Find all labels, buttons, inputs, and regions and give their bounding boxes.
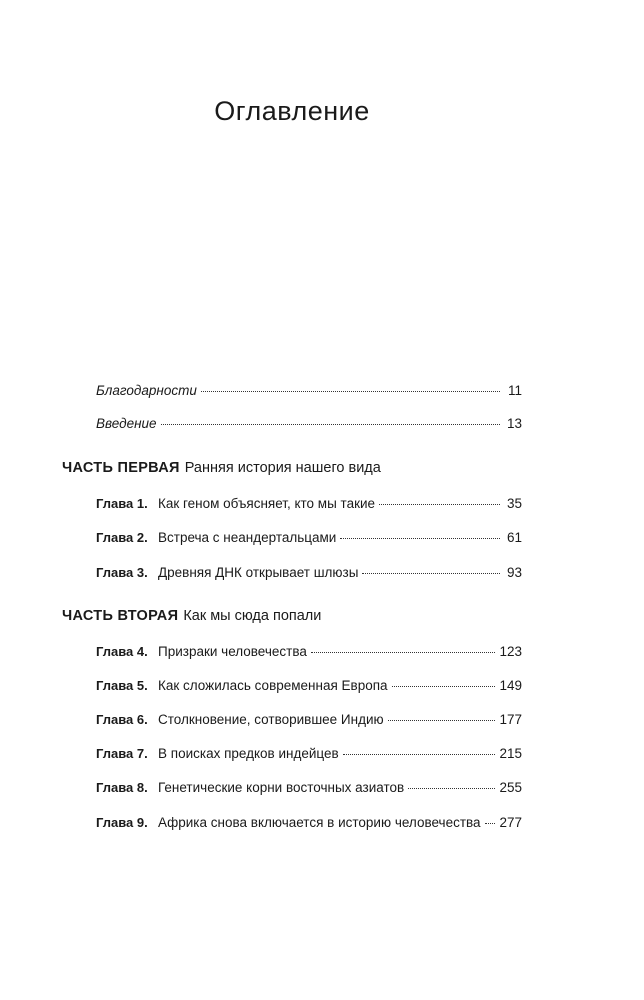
toc-entry-title: Генетические корни восточных азиатов — [158, 780, 405, 795]
toc-entry-chapter-9[interactable] — [96, 815, 522, 830]
toc-entry-page: 215 — [499, 746, 522, 761]
toc-entry-title: Благодарности — [96, 383, 197, 398]
page-title: Оглавление — [214, 96, 370, 126]
chapter-number: Глава 1. — [96, 496, 148, 511]
toc-entry-chapter-8[interactable] — [96, 780, 522, 795]
chapter-number: Глава 5. — [96, 678, 148, 693]
toc-entry-title: В поисках предков индейцев — [158, 746, 339, 761]
part-title: Как мы сюда попали — [183, 608, 322, 624]
toc-entry-page: 11 — [507, 383, 522, 398]
toc-entry-chapter-4[interactable] — [96, 644, 522, 659]
toc-entry-chapter-1[interactable] — [96, 496, 522, 511]
dot-leader — [408, 788, 495, 789]
toc-entry-page: 61 — [506, 530, 522, 545]
toc-entry-title: Африка снова включается в историю человечества — [158, 815, 481, 830]
toc-entry-title: Столкновение, сотворившее Индию — [158, 712, 384, 727]
part-title: Ранняя история нашего вида — [184, 460, 381, 476]
dot-leader — [485, 823, 496, 824]
toc-entry-chapter-5[interactable] — [96, 678, 522, 693]
toc-entry-page: 177 — [499, 712, 522, 727]
toc-entry-title: Древняя ДНК открывает шлюзы — [158, 565, 359, 580]
part-label: ЧАСТЬ ПЕРВАЯ — [62, 460, 180, 476]
chapter-number: Глава 3. — [96, 565, 148, 580]
toc-entry-page: 149 — [499, 678, 522, 693]
part-heading-2[interactable] — [62, 608, 321, 624]
toc-entry-title: Призраки человечества — [158, 644, 307, 659]
dot-leader — [340, 538, 500, 539]
toc-entry-chapter-6[interactable] — [96, 712, 522, 727]
part-heading-1[interactable] — [62, 460, 381, 476]
chapter-number: Глава 2. — [96, 530, 148, 545]
toc-entry-title: Введение — [96, 416, 157, 431]
dot-leader — [379, 504, 500, 505]
toc-entry-chapter-7[interactable] — [96, 746, 522, 761]
toc-entry-title: Как сложилась современная Европа — [158, 678, 388, 693]
toc-entry-page: 123 — [499, 644, 522, 659]
toc-entry-acknowledgements[interactable] — [96, 383, 522, 398]
chapter-number: Глава 9. — [96, 815, 148, 830]
toc-entry-title: Встреча с неандертальцами — [158, 530, 337, 545]
chapter-number: Глава 8. — [96, 780, 148, 795]
dot-leader — [388, 720, 496, 721]
dot-leader — [201, 391, 500, 392]
dot-leader — [343, 754, 496, 755]
toc-entry-page: 277 — [499, 815, 522, 830]
chapter-number: Глава 7. — [96, 746, 148, 761]
toc-entry-chapter-3[interactable] — [96, 565, 522, 580]
toc-entry-introduction[interactable] — [96, 416, 522, 431]
toc-entry-title: Как геном объясняет, кто мы такие — [158, 496, 376, 511]
chapter-number: Глава 4. — [96, 644, 148, 659]
dot-leader — [362, 573, 500, 574]
toc-entry-page: 13 — [506, 416, 522, 431]
toc-entry-page: 93 — [506, 565, 522, 580]
dot-leader — [161, 424, 500, 425]
toc-entry-chapter-2[interactable] — [96, 530, 522, 545]
toc-entry-page: 255 — [499, 780, 522, 795]
dot-leader — [311, 652, 496, 653]
part-label: ЧАСТЬ ВТОРАЯ — [62, 608, 179, 624]
chapter-number: Глава 6. — [96, 712, 148, 727]
dot-leader — [392, 686, 496, 687]
toc-entry-page: 35 — [506, 496, 522, 511]
